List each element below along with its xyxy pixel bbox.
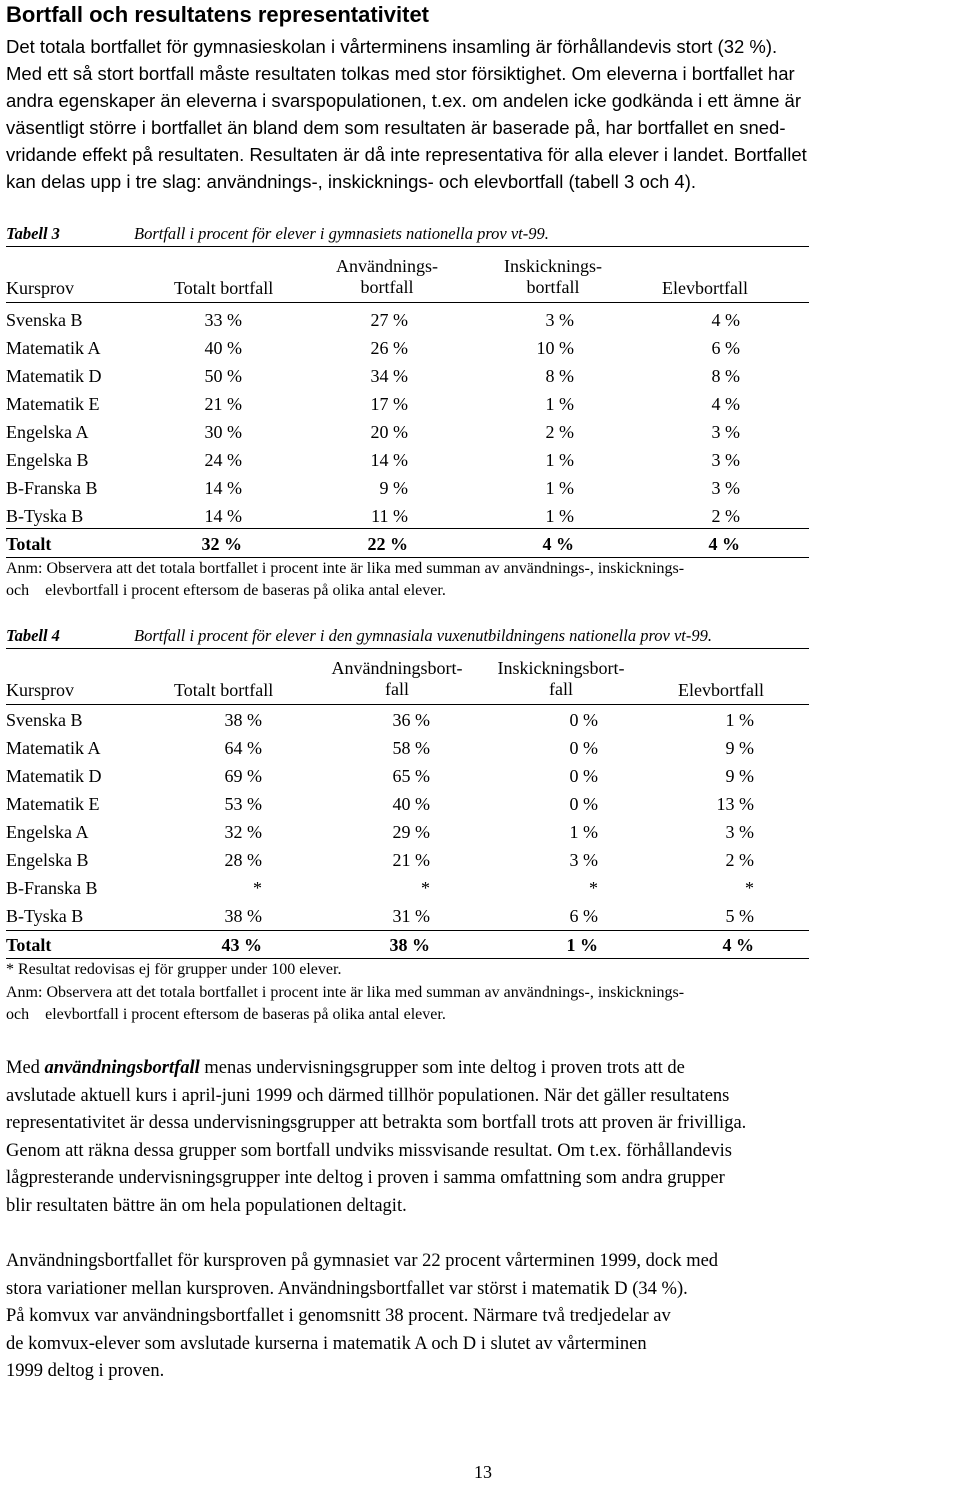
table-cell-elev: 3 % bbox=[711, 478, 740, 498]
table3-col-insk-line2: bortfall bbox=[526, 277, 580, 297]
table3-total-rule bbox=[6, 528, 809, 529]
table3-col-anv bbox=[324, 256, 450, 298]
table-cell-course: Engelska A bbox=[6, 422, 89, 442]
table-cell-total: 69 % bbox=[224, 766, 262, 786]
table-cell-elev: 8 % bbox=[711, 366, 740, 386]
table3-note-line1: Anm: Observera att det totala bortfallet i procent inte är lika med summan av användnings-, inskicknings- bbox=[6, 560, 685, 577]
table3-col-insk bbox=[490, 256, 616, 298]
table-cell-elev: 9 % bbox=[725, 738, 754, 758]
table-cell-insk: 1 % bbox=[545, 506, 574, 526]
table-cell-insk: 0 % bbox=[569, 794, 598, 814]
table3-col-elev: Elevbortfall bbox=[662, 278, 748, 298]
table4-caption bbox=[6, 626, 810, 650]
table-cell-elev: 4 % bbox=[722, 935, 754, 955]
table-cell-anv: 36 % bbox=[392, 710, 430, 730]
table-cell-course: Engelska B bbox=[6, 450, 89, 470]
table3-header-rule bbox=[6, 302, 809, 303]
table-cell-insk: 1 % bbox=[566, 935, 598, 955]
table-cell-elev: 6 % bbox=[711, 338, 740, 358]
table-cell-elev: 9 % bbox=[725, 766, 754, 786]
table-cell-elev: 4 % bbox=[711, 310, 740, 330]
paragraph-line: stora variationer mellan kursproven. Användningsbortfallet var störst i matematik D (34 %). bbox=[6, 1278, 688, 1299]
table-cell-total: 64 % bbox=[224, 738, 262, 758]
table4-col-elev: Elevbortfall bbox=[678, 680, 764, 700]
table-cell-anv: 40 % bbox=[392, 794, 430, 814]
paragraph-lead: Med bbox=[6, 1058, 45, 1078]
table-row bbox=[6, 790, 810, 818]
table3-col-anv-line2: bortfall bbox=[360, 277, 414, 297]
intro-paragraph bbox=[6, 33, 960, 195]
table-cell-anv: 29 % bbox=[392, 822, 430, 842]
table-cell-total: 40 % bbox=[204, 338, 242, 358]
intro-line: kan delas upp i tre slag: användnings-, inskicknings- och elevbortfall (tabell 3 och 4). bbox=[6, 171, 697, 192]
section-heading: Bortfall och resultatens representativitet bbox=[6, 2, 430, 27]
table-cell-course: B-Franska B bbox=[6, 878, 98, 898]
table-cell-total: 30 % bbox=[204, 422, 242, 442]
defined-term: användningsbortfall bbox=[44, 1058, 200, 1078]
table4-header bbox=[6, 658, 810, 704]
table-cell-anv: 11 % bbox=[371, 506, 408, 526]
table-cell-anv: 14 % bbox=[370, 450, 408, 470]
table-cell-course: Totalt bbox=[6, 534, 52, 554]
table-cell-total: 50 % bbox=[204, 366, 242, 386]
table4-number: Tabell 4 bbox=[6, 626, 60, 645]
table-cell-elev: 13 % bbox=[716, 794, 754, 814]
table-row bbox=[6, 446, 810, 474]
page-number: 13 bbox=[474, 1462, 492, 1482]
table-row bbox=[6, 474, 810, 502]
paragraph-line-rest: menas undervisningsgrupper som inte deltog i proven trots att de bbox=[199, 1058, 685, 1078]
table-cell-anv: 21 % bbox=[392, 850, 430, 870]
table-cell-insk: 1 % bbox=[569, 822, 598, 842]
table3-col-anv-line1: Användnings- bbox=[336, 256, 438, 276]
table4-col-anv-line2: fall bbox=[385, 679, 409, 699]
table3-number: Tabell 3 bbox=[6, 224, 60, 243]
intro-line: vridande effekt på resultaten. Resultaten är då inte representativa för alla elever i landet. Bortfallet bbox=[6, 144, 807, 165]
table-cell-course: B-Tyska B bbox=[6, 506, 84, 526]
table-cell-course: Matematik E bbox=[6, 394, 100, 414]
table-cell-total: 32 % bbox=[224, 822, 262, 842]
table-row bbox=[6, 362, 810, 390]
paragraph-line: representativitet är dessa undervisningsgrupper att betrakta som bortfall trots att proven är frivilliga. bbox=[6, 1113, 747, 1133]
table-cell-course: Matematik E bbox=[6, 794, 100, 814]
table-cell-insk: 6 % bbox=[569, 906, 598, 926]
table4-col-totalt: Totalt bortfall bbox=[174, 680, 274, 700]
table-cell-insk: 1 % bbox=[545, 450, 574, 470]
table-cell-elev: 3 % bbox=[725, 822, 754, 842]
table3-note-line2: och elevbortfall i procent eftersom de baseras på olika antal elever. bbox=[6, 582, 446, 599]
table-cell-elev: 5 % bbox=[725, 906, 754, 926]
table-cell-anv: * bbox=[421, 878, 430, 898]
table-cell-anv: 58 % bbox=[392, 738, 430, 758]
paragraph-line: På komvux var användningsbortfallet i genomsnitt 38 procent. Närmare två tredjedelar av bbox=[6, 1306, 671, 1326]
table4-footnote: * Resultat redovisas ej för grupper under 100 elever. bbox=[6, 961, 342, 978]
table-cell-anv: 26 % bbox=[370, 338, 408, 358]
table-row bbox=[6, 762, 810, 790]
intro-line: Det totala bortfallet för gymnasieskolan i vårterminens insamling är förhållandevis stort (32 %). bbox=[6, 36, 778, 57]
paragraph-line: 1999 deltog i proven. bbox=[6, 1361, 165, 1381]
paragraph-line bbox=[6, 1055, 746, 1083]
table-cell-anv: 38 % bbox=[389, 935, 430, 955]
table-row bbox=[6, 818, 810, 846]
intro-line: väsentligt större i bortfallet än bland dem som resultaten är baserade på, har bortfallet en sned- bbox=[6, 117, 786, 138]
table-cell-course: Matematik D bbox=[6, 766, 102, 786]
table-cell-insk: 0 % bbox=[569, 738, 598, 758]
table-cell-insk: 0 % bbox=[569, 710, 598, 730]
table-cell-course: B-Tyska B bbox=[6, 906, 84, 926]
table-cell-elev: 3 % bbox=[711, 422, 740, 442]
table-cell-total: 43 % bbox=[221, 935, 262, 955]
table4-col-anv-line1: Användningsbort- bbox=[331, 658, 463, 678]
table-cell-insk: 1 % bbox=[545, 394, 574, 414]
table4-note-line2: och elevbortfall i procent eftersom de baseras på olika antal elever. bbox=[6, 1006, 446, 1023]
intro-line: Med ett så stort bortfall måste resultaten tolkas med stor försiktighet. Om eleverna i bortfallet har bbox=[6, 63, 795, 84]
table-cell-insk: 4 % bbox=[542, 534, 574, 554]
table-cell-total: 21 % bbox=[204, 394, 242, 414]
table-cell-insk: * bbox=[589, 878, 598, 898]
table-cell-insk: 3 % bbox=[569, 850, 598, 870]
table-cell-course: Matematik A bbox=[6, 738, 101, 758]
table-row bbox=[6, 334, 810, 362]
table-row bbox=[6, 846, 810, 874]
table-row bbox=[6, 902, 810, 930]
usage-paragraph bbox=[6, 1248, 718, 1386]
table-cell-total: 28 % bbox=[224, 850, 262, 870]
table-row bbox=[6, 502, 810, 530]
table3-col-insk-line1: Inskicknings- bbox=[504, 256, 602, 276]
table-cell-anv: 27 % bbox=[370, 310, 408, 330]
table-cell-course: Engelska B bbox=[6, 850, 89, 870]
table3-header bbox=[6, 256, 810, 302]
table-cell-anv: 9 % bbox=[379, 478, 408, 498]
table-cell-anv: 22 % bbox=[367, 534, 408, 554]
table-cell-total: 33 % bbox=[204, 310, 242, 330]
table-cell-elev: 2 % bbox=[725, 850, 754, 870]
table-cell-total: 14 % bbox=[204, 478, 242, 498]
table-cell-insk: 0 % bbox=[569, 766, 598, 786]
table-row bbox=[6, 390, 810, 418]
table-cell-course: Matematik A bbox=[6, 338, 101, 358]
paragraph-line: blir resultaten bättre än om hela populationen deltagit. bbox=[6, 1195, 407, 1216]
table-cell-course: Svenska B bbox=[6, 310, 83, 330]
paragraph-line: de komvux-elever som avslutade kurserna i matematik A och D i slutet av vårterminen bbox=[6, 1333, 647, 1354]
table4-col-insk-line2: fall bbox=[549, 679, 573, 699]
table-row bbox=[6, 734, 810, 762]
table-cell-elev: 2 % bbox=[711, 506, 740, 526]
table3-top-rule bbox=[6, 246, 809, 247]
table-cell-elev: 4 % bbox=[711, 394, 740, 414]
table-cell-elev: 1 % bbox=[725, 710, 754, 730]
table-row bbox=[6, 418, 810, 446]
table-cell-total: 24 % bbox=[204, 450, 242, 470]
table-cell-insk: 10 % bbox=[536, 338, 574, 358]
table4-header-rule bbox=[6, 704, 809, 705]
table-cell-insk: 2 % bbox=[545, 422, 574, 442]
table-cell-anv: 65 % bbox=[392, 766, 430, 786]
table-cell-elev: * bbox=[745, 878, 754, 898]
table-cell-elev: 4 % bbox=[708, 534, 740, 554]
table-cell-total: 14 % bbox=[204, 506, 242, 526]
table-cell-anv: 20 % bbox=[370, 422, 408, 442]
table3-title: Bortfall i procent för elever i gymnasiets nationella prov vt-99. bbox=[134, 224, 549, 243]
paragraph-line: Genom att räkna dessa grupper som bortfall undviks missvisande resultat. Om t.ex. förhållandevis bbox=[6, 1140, 732, 1161]
table-cell-insk: 8 % bbox=[545, 366, 574, 386]
table-cell-course: Matematik D bbox=[6, 366, 102, 386]
table3-col-totalt: Totalt bortfall bbox=[174, 278, 274, 298]
table-cell-course: Svenska B bbox=[6, 710, 83, 730]
table-cell-total: 38 % bbox=[224, 906, 262, 926]
table4-title: Bortfall i procent för elever i den gymnasiala vuxenutbildningens nationella prov vt-99. bbox=[134, 626, 712, 645]
table-row bbox=[6, 306, 810, 334]
intro-line: andra egenskaper än eleverna i svarspopulationen, t.ex. om andelen icke godkända i ett ämne är bbox=[6, 90, 801, 111]
table4-total-row bbox=[6, 931, 810, 959]
table-cell-anv: 34 % bbox=[370, 366, 408, 386]
table3-col-kursprov: Kursprov bbox=[6, 278, 74, 298]
table3-total-row bbox=[6, 530, 810, 558]
table-cell-elev: 3 % bbox=[711, 450, 740, 470]
table-cell-total: * bbox=[253, 878, 262, 898]
table-cell-anv: 17 % bbox=[370, 394, 408, 414]
table-cell-insk: 3 % bbox=[545, 310, 574, 330]
table-row bbox=[6, 874, 810, 902]
table-cell-course: Totalt bbox=[6, 935, 52, 955]
table4-top-rule bbox=[6, 648, 809, 649]
table-cell-total: 38 % bbox=[224, 710, 262, 730]
table4-col-insk-line1: Inskickningsbort- bbox=[497, 658, 625, 678]
table-cell-course: B-Franska B bbox=[6, 478, 98, 498]
table-cell-total: 32 % bbox=[201, 534, 242, 554]
table-cell-course: Engelska A bbox=[6, 822, 89, 842]
table4-col-kursprov: Kursprov bbox=[6, 680, 74, 700]
table4-note-line1: Anm: Observera att det totala bortfallet i procent inte är lika med summan av användnings-, inskicknings- bbox=[6, 984, 685, 1001]
table-row bbox=[6, 706, 810, 734]
paragraph-line: Användningsbortfallet för kursproven på gymnasiet var 22 procent vårterminen 1999, dock med bbox=[6, 1251, 719, 1271]
table-cell-total: 53 % bbox=[224, 794, 262, 814]
paragraph-line: avslutade aktuell kurs i april-juni 1999 och därmed tillhör populationen. När det gäller resultatens bbox=[6, 1085, 730, 1106]
table-cell-anv: 31 % bbox=[392, 906, 430, 926]
table4-col-anv bbox=[314, 658, 480, 700]
table4-col-insk bbox=[478, 658, 644, 700]
paragraph-line: lågpresterande undervisningsgrupper inte deltog i proven i samma omfattning som andra grupper bbox=[6, 1168, 725, 1188]
table3-caption bbox=[6, 224, 810, 248]
table-cell-insk: 1 % bbox=[545, 478, 574, 498]
definition-paragraph bbox=[6, 1055, 746, 1220]
